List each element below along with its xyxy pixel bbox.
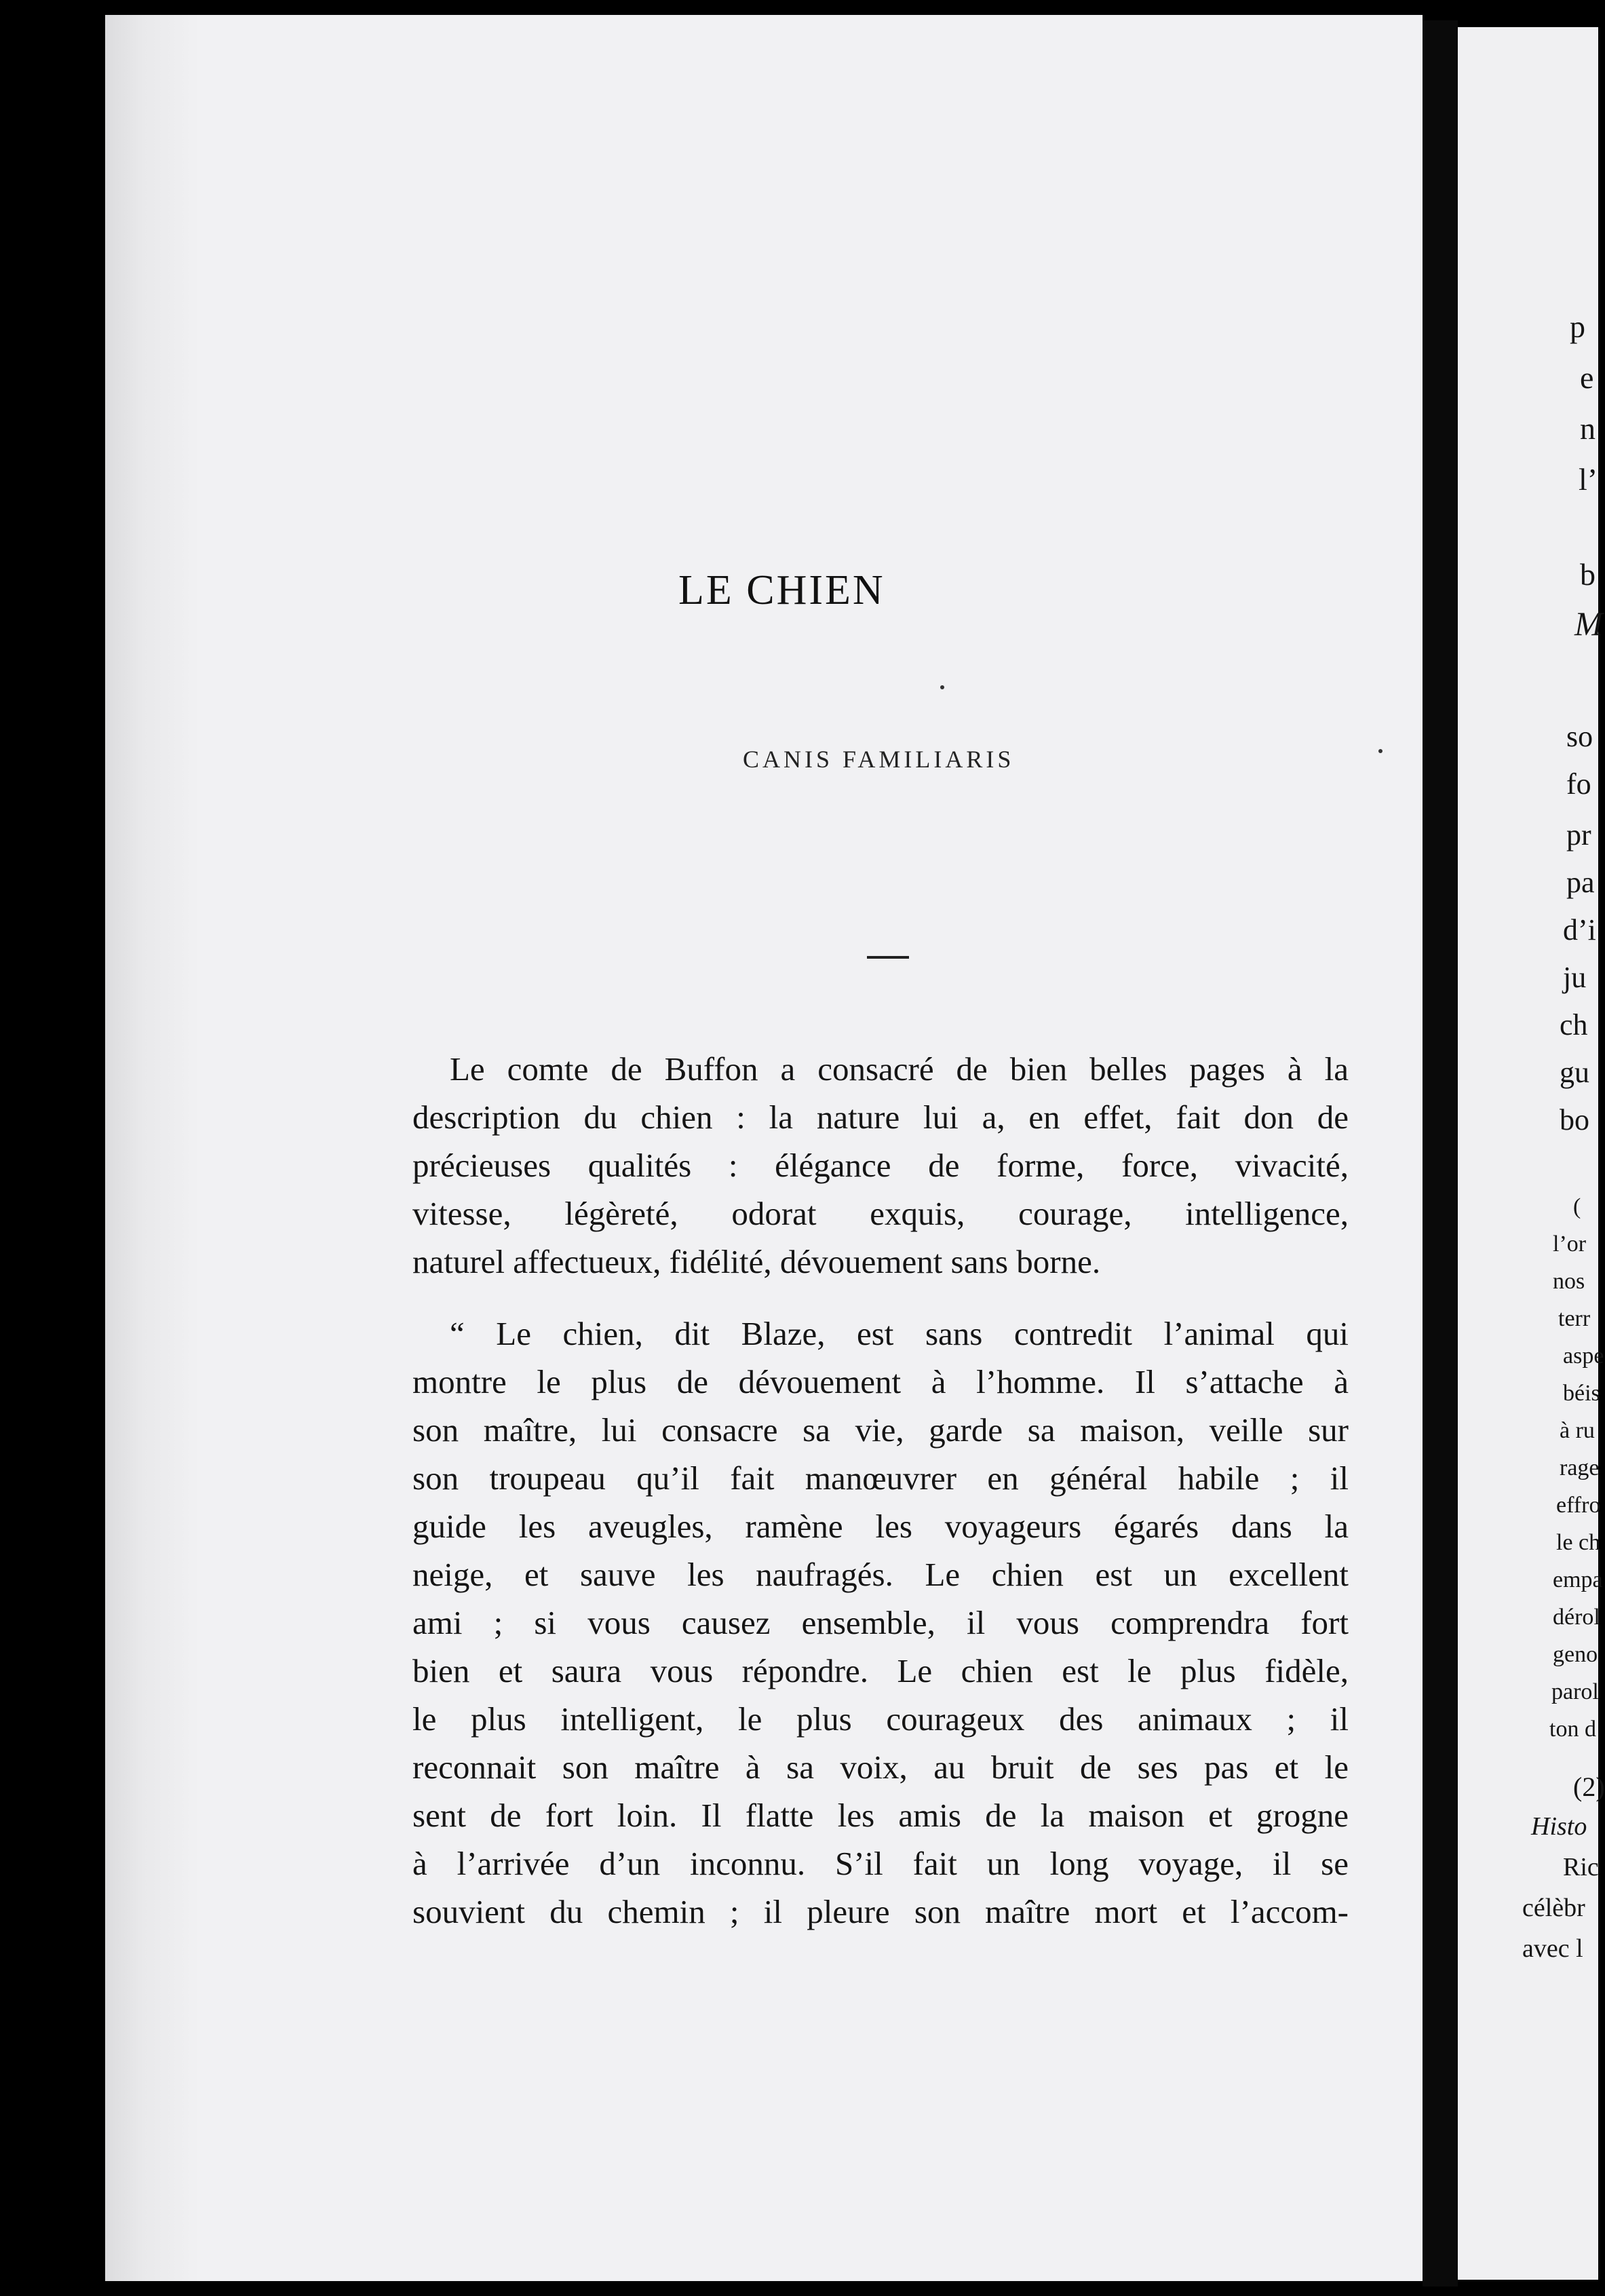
facing-line: terr xyxy=(1558,1306,1591,1331)
facing-line: dérol xyxy=(1553,1605,1600,1630)
text-line: précieuses qualités : élégance de forme, force, vivacité, xyxy=(412,1147,1349,1184)
speck-dot xyxy=(940,685,944,689)
facing-line: d’i xyxy=(1563,913,1596,946)
facing-line: le ch xyxy=(1556,1530,1601,1555)
facing-line: l’ xyxy=(1579,462,1598,497)
speck-dot xyxy=(1378,749,1382,753)
paragraph-1 xyxy=(412,1045,1349,1286)
text-line: son maître, lui consacre sa vie, garde sa maison, veille sur xyxy=(412,1411,1349,1449)
text-line: le plus intelligent, le plus courageux des animaux ; il xyxy=(412,1700,1349,1738)
text-line: neige, et sauve les naufragés. Le chien est un excellent xyxy=(412,1556,1349,1593)
facing-line: ton d xyxy=(1549,1717,1596,1742)
text-line: son troupeau qu’il fait manœuvrer en général habile ; il xyxy=(412,1459,1349,1497)
facing-line: avec l xyxy=(1522,1934,1583,1963)
facing-line: célèbr xyxy=(1522,1894,1585,1922)
text-line: Le comte de Buffon a consacré de bien belles pages à la xyxy=(450,1050,1349,1088)
facing-line: béis xyxy=(1563,1381,1600,1406)
text-line: à l’arrivée d’un inconnu. S’il fait un long voyage, il se xyxy=(412,1845,1349,1882)
chapter-title: LE CHIEN xyxy=(678,567,885,613)
paragraph-2 xyxy=(412,1309,1349,1936)
facing-line: Histo xyxy=(1531,1812,1587,1841)
facing-line: parol xyxy=(1551,1679,1599,1704)
page-edge-shading xyxy=(105,15,200,2281)
text-line: “ Le chien, dit Blaze, est sans contredit l’animal qui xyxy=(450,1315,1349,1352)
text-line: sent de fort loin. Il flatte les amis de la maison et grogne xyxy=(412,1797,1349,1834)
facing-line: fo xyxy=(1566,767,1591,801)
facing-line: b xyxy=(1580,557,1596,592)
facing-line: p xyxy=(1570,309,1585,344)
facing-line: ( xyxy=(1573,1194,1581,1219)
text-line: guide les aveugles, ramène les voyageurs égarés dans la xyxy=(412,1508,1349,1545)
text-line: montre le plus de dévouement à l’homme. Il s’attache à xyxy=(412,1363,1349,1400)
text-line: ami ; si vous causez ensemble, il vous comprendra fort xyxy=(412,1604,1349,1641)
facing-line: e xyxy=(1580,360,1594,395)
facing-line: M xyxy=(1574,605,1603,643)
facing-line: à ru xyxy=(1560,1418,1595,1443)
facing-line: pa xyxy=(1566,866,1595,899)
facing-line: nos xyxy=(1553,1269,1585,1294)
book-gutter xyxy=(1423,20,1458,2287)
facing-line: ju xyxy=(1563,961,1587,994)
section-separator xyxy=(867,956,909,959)
facing-line: (2) xyxy=(1573,1772,1605,1802)
facing-line: l’or xyxy=(1553,1231,1587,1257)
facing-line: effro xyxy=(1556,1493,1601,1518)
text-line: reconnait son maître à sa voix, au bruit de ses pas et le xyxy=(412,1748,1349,1786)
text-line: souvient du chemin ; il pleure son maître mort et l’accom- xyxy=(412,1893,1349,1930)
chapter-subtitle: CANIS FAMILIARIS xyxy=(743,746,1015,773)
facing-line: so xyxy=(1566,720,1593,753)
facing-line: empa xyxy=(1553,1567,1603,1592)
facing-line: gu xyxy=(1560,1056,1589,1089)
facing-line: ch xyxy=(1560,1008,1588,1041)
facing-line: rage xyxy=(1560,1455,1600,1480)
facing-line: aspe xyxy=(1563,1343,1604,1369)
text-line: description du chien : la nature lui a, en effet, fait don de xyxy=(412,1098,1349,1136)
facing-line: pr xyxy=(1566,818,1591,852)
facing-line: Ric xyxy=(1563,1853,1599,1881)
facing-page xyxy=(1458,27,1605,2280)
text-line: vitesse, légèreté, odorat exquis, courage, intelligence, xyxy=(412,1195,1349,1232)
facing-line: n xyxy=(1580,411,1596,446)
facing-line: geno xyxy=(1553,1642,1598,1667)
facing-line: bo xyxy=(1560,1103,1589,1136)
text-line: naturel affectueux, fidélité, dévouement sans borne. xyxy=(412,1243,1101,1280)
text-line: bien et saura vous répondre. Le chien est le plus fidèle, xyxy=(412,1652,1349,1689)
